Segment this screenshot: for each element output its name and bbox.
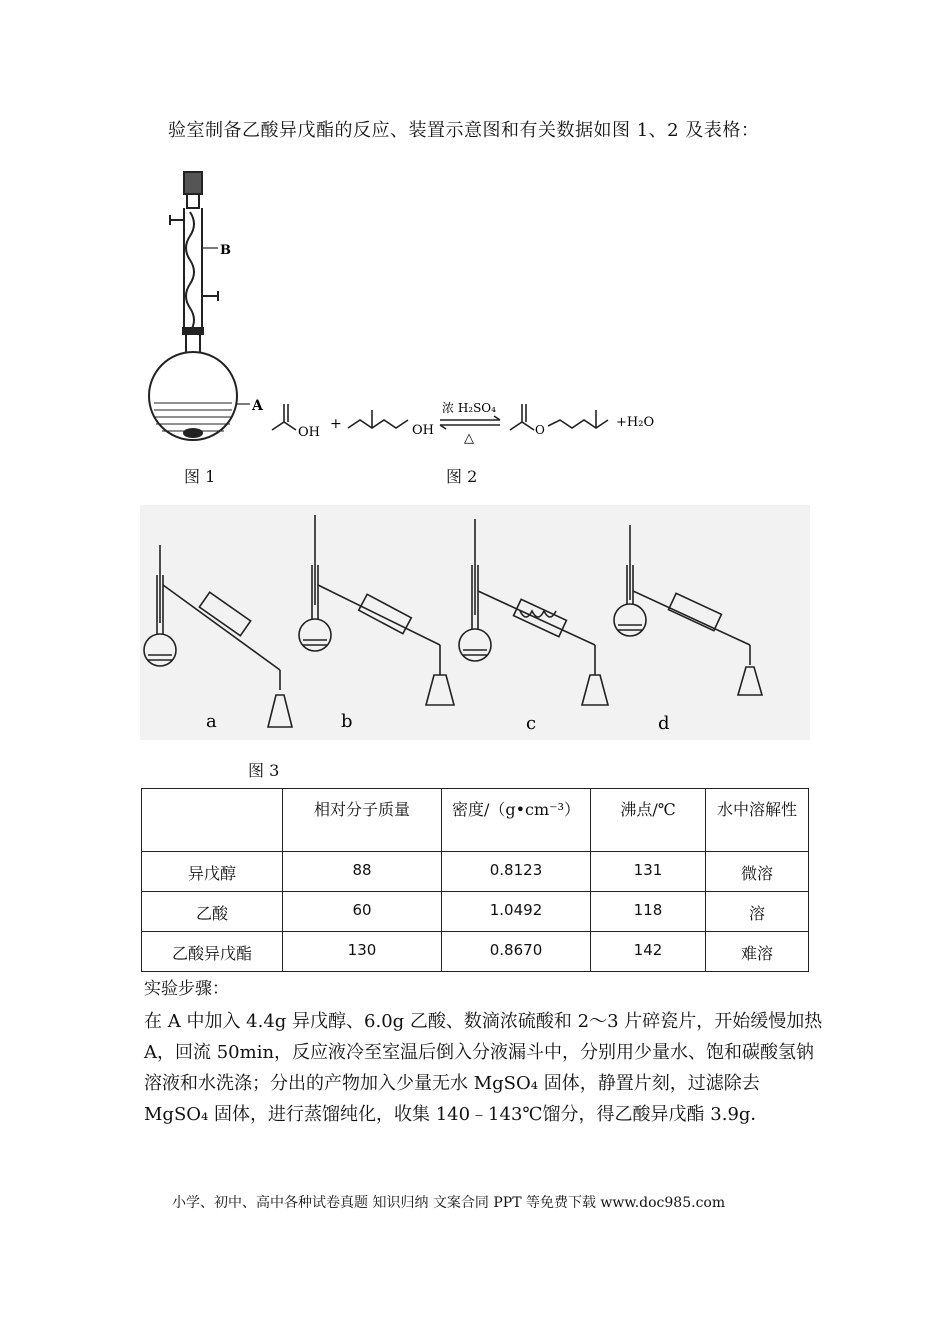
table-row — [142, 852, 809, 892]
reaction-oh-2: OH — [412, 423, 434, 438]
table-cell: 130 — [283, 932, 442, 972]
table-cell: 0.8123 — [442, 852, 591, 892]
reaction-oh-1: OH — [298, 425, 320, 440]
table-cell: 0.8670 — [442, 932, 591, 972]
reaction-water: +H₂O — [616, 415, 655, 430]
fig3-label-b: b — [341, 711, 353, 732]
reaction-ester-o: O — [535, 423, 545, 437]
table-cell: 溶 — [706, 892, 809, 932]
table-header-cell: 相对分子质量 — [283, 789, 442, 852]
table-cell: 88 — [283, 852, 442, 892]
properties-table — [141, 788, 809, 972]
table-row — [142, 932, 809, 972]
reaction-heat: △ — [464, 431, 474, 446]
table-cell: 异戊醇 — [142, 852, 283, 892]
label-B: B — [220, 243, 231, 258]
intro-text: 验室制备乙酸异戊酯的反应、装置示意图和有关数据如图 1、2 及表格： — [168, 120, 760, 141]
label-A: A — [252, 398, 263, 414]
footer-text: 小学、初中、高中各种试卷真题 知识归纳 文案合同 PPT 等免费下载 www.doc985.com — [172, 1195, 726, 1211]
table-header-cell: 密度/（g•cm⁻³） — [442, 789, 591, 852]
table-header-row — [142, 789, 809, 852]
fig3-label-a: a — [206, 711, 217, 732]
table-header-cell: 沸点/℃ — [591, 789, 706, 852]
table-cell: 微溶 — [706, 852, 809, 892]
steps-title: 实验步骤： — [144, 979, 229, 999]
table-cell: 142 — [591, 932, 706, 972]
figure-1-label: 图 1 — [184, 467, 216, 486]
table-cell: 乙酸 — [142, 892, 283, 932]
steps-body — [144, 1006, 824, 1130]
table-cell: 难溶 — [706, 932, 809, 972]
figure-2-label: 图 2 — [446, 467, 478, 486]
fig3-label-c: c — [526, 713, 537, 734]
table-header-cell: 水中溶解性 — [706, 789, 809, 852]
table-cell: 1.0492 — [442, 892, 591, 932]
reflux-apparatus-figure — [149, 172, 250, 440]
steps-text: 在 A 中加入 4.4g 异戊醇、6.0g 乙酸、数滴浓硫酸和 2～3 片碎瓷片，开始缓慢加热 A，回流 50min，反应液冷至室温后倒入分液漏斗中，分别用少量水、饱和碳酸氢钠溶液和水洗涤；分出的产物加入少量无水 MgSO₄ 固体，静置片刻，过滤除去 MgSO₄ 固体，进行蒸馏纯化，收集 140﹣143℃馏分，得乙酸异戊酯 3.9g． — [144, 1011, 823, 1125]
fig3-label-d: d — [658, 713, 670, 734]
reaction-catalyst: 浓 H₂SO₄ — [442, 401, 496, 415]
reaction-plus: + — [330, 416, 342, 432]
table-header-cell — [142, 789, 283, 852]
table-row — [142, 892, 809, 932]
reaction-equation — [272, 404, 608, 430]
table-cell: 131 — [591, 852, 706, 892]
figure-1-2 — [140, 168, 660, 446]
table-cell: 118 — [591, 892, 706, 932]
figure-3-distillation-setups — [140, 505, 810, 740]
table-cell: 乙酸异戊酯 — [142, 932, 283, 972]
table-cell: 60 — [283, 892, 442, 932]
figure-3-label: 图 3 — [248, 761, 280, 780]
